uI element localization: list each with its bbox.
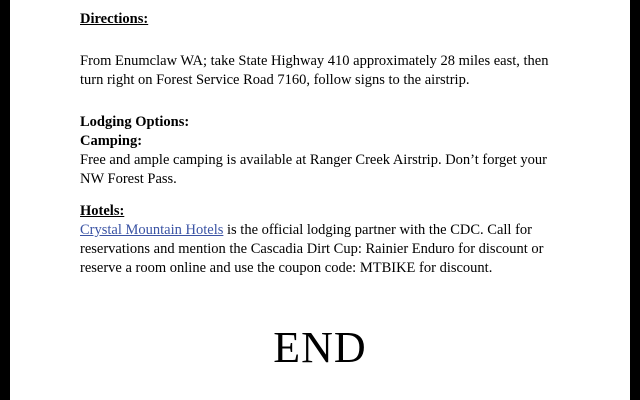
crystal-mountain-hotels-link[interactable]: Crystal Mountain Hotels [80,221,224,238]
lodging-options-heading: Lodging Options: [80,114,190,131]
document-body [80,10,560,278]
directions-heading: Directions: [80,11,149,27]
hotels-heading: Hotels: [80,203,125,220]
end-marker-container [10,322,630,373]
spacer [80,29,560,52]
end-marker: END [273,323,367,372]
document-page [10,0,630,400]
spacer [80,189,560,202]
camping-paragraph: Free and ample camping is available at Ranger Creek Airstrip. Don’t forget your NW Forest Pass. [80,151,547,187]
hotels-paragraph [80,221,560,278]
hotels-paragraph-text: is the official lodging partner with the CDC. Call for reservations and mention the Cascadia Dirt Cup: Rainier Enduro for discount or reserve a room online and use the coupon code: MTBIKE for discount. [80,221,544,277]
camping-heading: Camping: [80,132,143,149]
directions-paragraph: From Enumclaw WA; take State Highway 410 approximately 28 miles east, then turn right on Forest Service Road 7160, follow signs to the airstrip. [80,52,549,88]
spacer [80,90,560,113]
